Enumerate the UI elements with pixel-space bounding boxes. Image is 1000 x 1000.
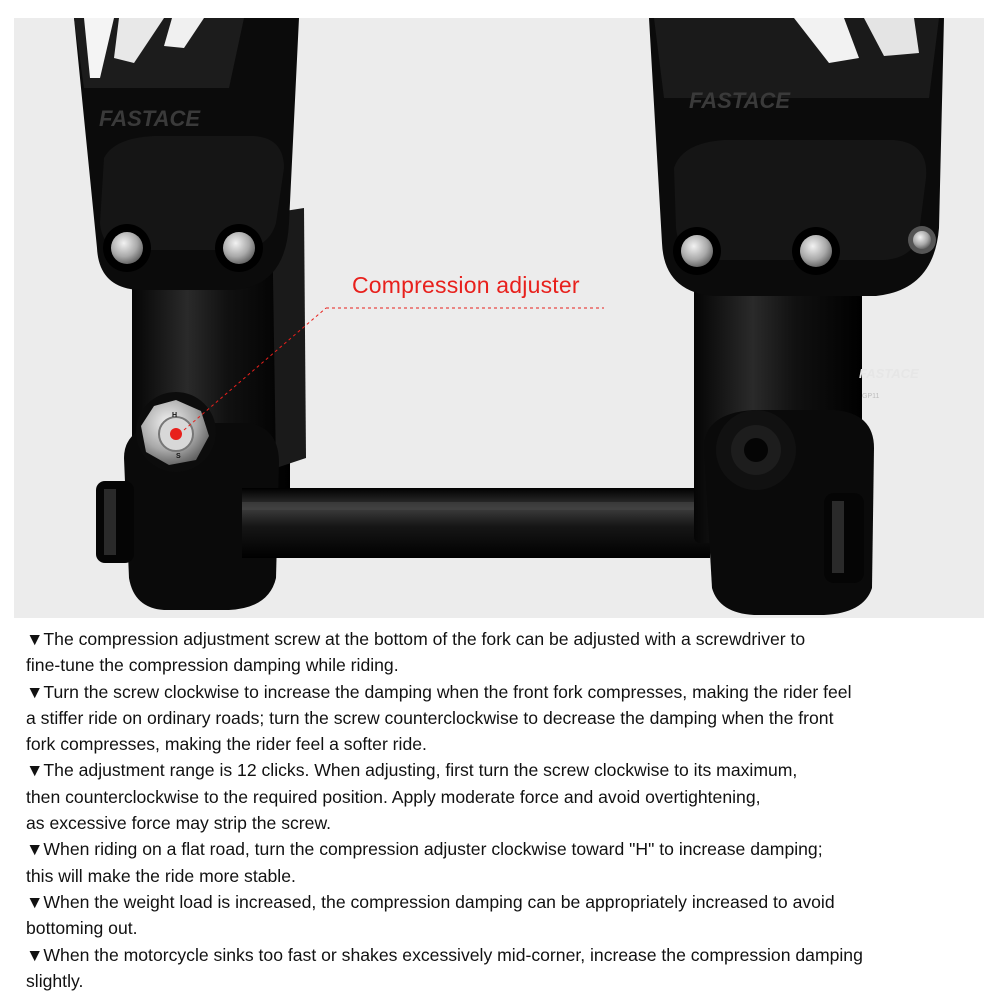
bullet-triangle-icon: ▼ xyxy=(26,944,44,965)
left-brand-mark: FASTACE xyxy=(99,106,201,131)
instruction-item: ▼When the weight load is increased, the compression damping can be appropriately increased to avoid bottoming out. xyxy=(26,891,835,939)
model-mark: GP11 xyxy=(862,393,880,400)
bullet-triangle-icon: ▼ xyxy=(26,760,44,781)
adjuster-marker-dot xyxy=(170,428,182,440)
bullet-triangle-icon: ▼ xyxy=(26,891,44,912)
right-brand-mark: FASTACE xyxy=(689,88,791,113)
product-photo xyxy=(14,18,984,618)
compression-adjuster-dial[interactable] xyxy=(136,392,216,472)
front-axle xyxy=(242,488,710,558)
bullet-triangle-icon: ▼ xyxy=(26,629,44,649)
fork-illustration xyxy=(14,18,984,618)
instruction-item: ▼Turn the screw clockwise to increase the damping when the front fork compresses, making the rider feel a stiffer ride on ordinary roads; turn the screw counterclockwise to decrease the damping when the front fork compresses, making the rider feel a softer ride. xyxy=(26,681,852,755)
instruction-item: ▼When the motorcycle sinks too fast or shakes excessively mid-corner, increase the compression damping slightly. xyxy=(26,944,863,991)
instruction-list xyxy=(26,626,991,994)
dial-mark-s: S xyxy=(176,453,181,460)
instruction-item: ▼The adjustment range is 12 clicks. When adjusting, first turn the screw clockwise to its maximum, then counterclockwise to the required position. Apply moderate force and avoid overtightening, as excessive force may strip the screw. xyxy=(26,760,798,834)
bullet-triangle-icon: ▼ xyxy=(26,681,44,702)
side-brand-mark: FASTACE xyxy=(859,366,919,381)
dial-mark-h: H xyxy=(172,412,178,419)
compression-adjuster-callout: Compression adjuster xyxy=(352,272,580,298)
bullet-triangle-icon: ▼ xyxy=(26,839,44,860)
instruction-item: ▼The compression adjustment screw at the bottom of the fork can be adjusted with a screwdriver to fine-tune the compression damping while riding. xyxy=(26,629,806,676)
instruction-item: ▼When riding on a flat road, turn the compression adjuster clockwise toward "H" to increase damping; this will make the ride more stable. xyxy=(26,839,823,886)
